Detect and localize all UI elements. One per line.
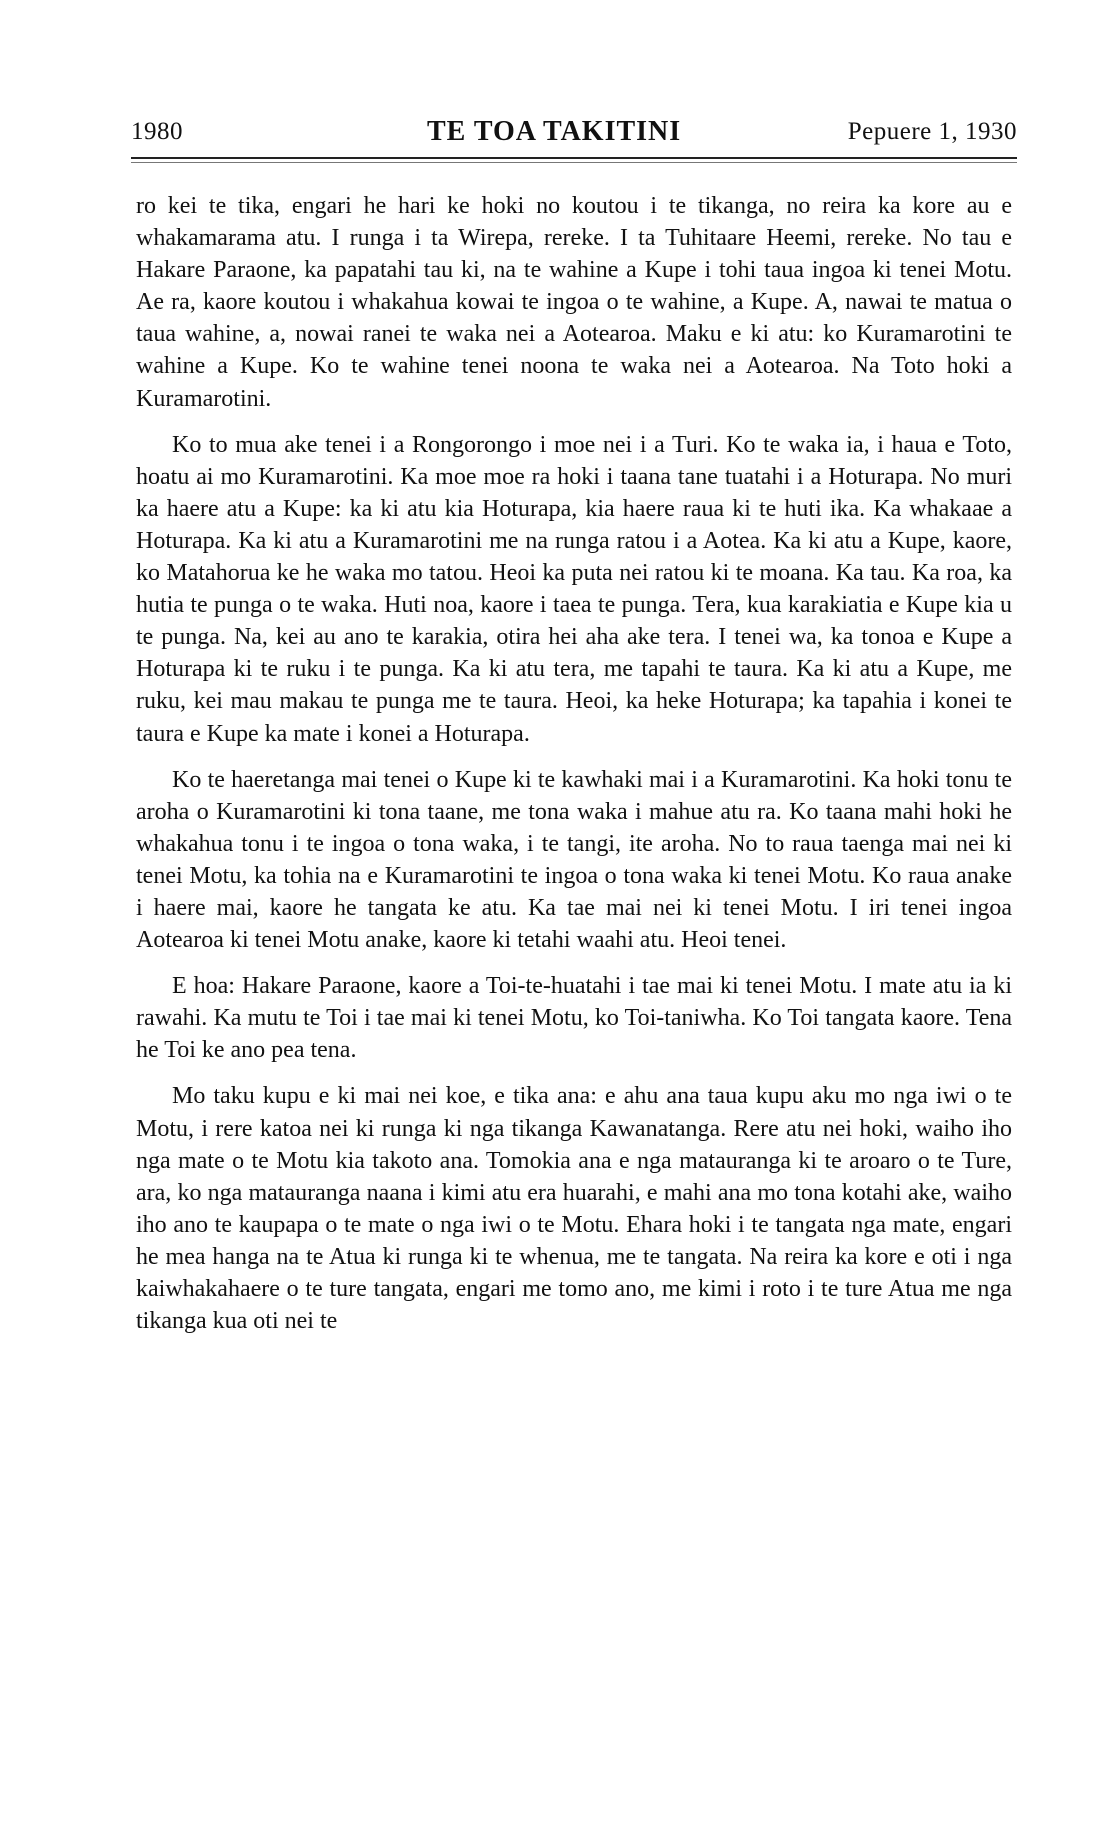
header-rule-secondary <box>131 162 1017 163</box>
paragraph: Mo taku kupu e ki mai nei koe, e tika ana: e ahu ana taua kupu aku mo nga iwi o te Motu, i rere katoa nei ki runga ki nga tikanga Kawanatanga. Rere atu nei hoki, waiho iho nga mate o te Motu kia takoto ana. Tomokia ana e nga matauranga ki te aroaro o te Ture, ara, ko nga matauranga naana i kimi atu era huarahi, e mahi ana mo tona kotahi ake, waiho iho ano te kaupapa o te mate o nga iwi o te Motu. Ehara hoki i te tangata nga mate, engari he mea hanga na te Atua ki runga ki te whenua, me te tangata. Na reira ka kore e oti i nga kaiwhakahaere o te ture tangata, engari me tomo ano, me kimi i roto i te ture Atua me nga tikanga kua oti nei te <box>136 1083 1012 1335</box>
paragraph: Ko te haeretanga mai tenei o Kupe ki te kawhaki mai i a Kuramarotini. Ka hoki tonu te aroha o Kuramarotini ki tona taane, me tona waka i mahue atu ra. Ko taana mahi hoki he whakahua tonu i te ingoa o tona waka, i te tangi, ite aroha. No to raua taenga mai nei ki tenei Motu, ka tohia na e Kuramarotini te ingoa o tona waka ki tenei Motu. Ko raua anake i haere mai, kaore he tangata ke atu. Ka tae mai nei ki tenei Motu. I iri tenei ingoa Aotearoa ki tenei Motu anake, kaore ki tetahi waahi atu. Heoi tenei. <box>136 766 1012 954</box>
paragraph: E hoa: Hakare Paraone, kaore a Toi-te-huatahi i tae mai ki tenei Motu. I mate atu ia ki rawahi. Ka mutu te Toi i tae mai ki tenei Motu, ko Toi-taniwha. Ko Toi tangata kaore. Tena he Toi ke ano pea tena. <box>136 973 1012 1064</box>
paragraph: ro kei te tika, engari he hari ke hoki no koutou i te tikanga, no reira ka kore au e whakamarama atu. I runga i ta Wirepa, rereke. I ta Tuhitaare Heemi, rereke. No tau e Hakare Paraone, ka papatahi tau ki, na te wahine a Kupe i tohi taua ingoa ki tenei Motu. Ae ra, kaore koutou i whakahua kowai te ingoa o te wahine, a Kupe. A, nawai te matua o taua wahine, a, nowai ranei te waka nei a Aotearoa. Maku e ki atu: ko Kuramarotini te wahine a Kupe. Ko te wahine tenei noona te waka nei a Aotearoa. Na Toto hoki a Kuramarotini. <box>136 193 1012 412</box>
page-header <box>131 118 1017 154</box>
publication-title: TE TOA TAKITINI <box>427 116 682 147</box>
page-number: 1980 <box>131 118 183 145</box>
header-rule <box>131 157 1017 159</box>
article-body <box>136 190 1012 1351</box>
paragraph: Ko to mua ake tenei i a Rongorongo i moe nei i a Turi. Ko te waka ia, i haua e Toto, hoatu ai mo Kuramarotini. Ka moe moe ra hoki i taana tane tuatahi i a Hoturapa. No muri ka haere atu a Kupe: ka ki atu kia Hoturapa, kia haere raua ki te huti ika. Ka whakaae a Hoturapa. Ka ki atu a Kuramarotini me na runga ratou i a Aotea. Ka ki atu a Kupe, kaore, ko Matahorua ke he waka mo tatou. Heoi ka puta nei ratou ki te moana. Ka tau. Ka roa, ka hutia te punga o te waka. Huti noa, kaore i taea te punga. Tera, kua karakiatia e Kupe kia u te punga. Na, kei au ano te karakia, otira hei aha ake tera. I tenei wa, ka tonoa e Kupe a Hoturapa ki te ruku i te punga. Ka ki atu tera, me tapahi te taura. Ka ki atu a Kupe, me ruku, kei mau makau te punga me te taura. Heoi, ka heke Hoturapa; ka tapahia i konei te taura e Kupe ka mate i konei a Hoturapa. <box>136 431 1012 747</box>
issue-date: Pepuere 1, 1930 <box>847 118 1017 145</box>
